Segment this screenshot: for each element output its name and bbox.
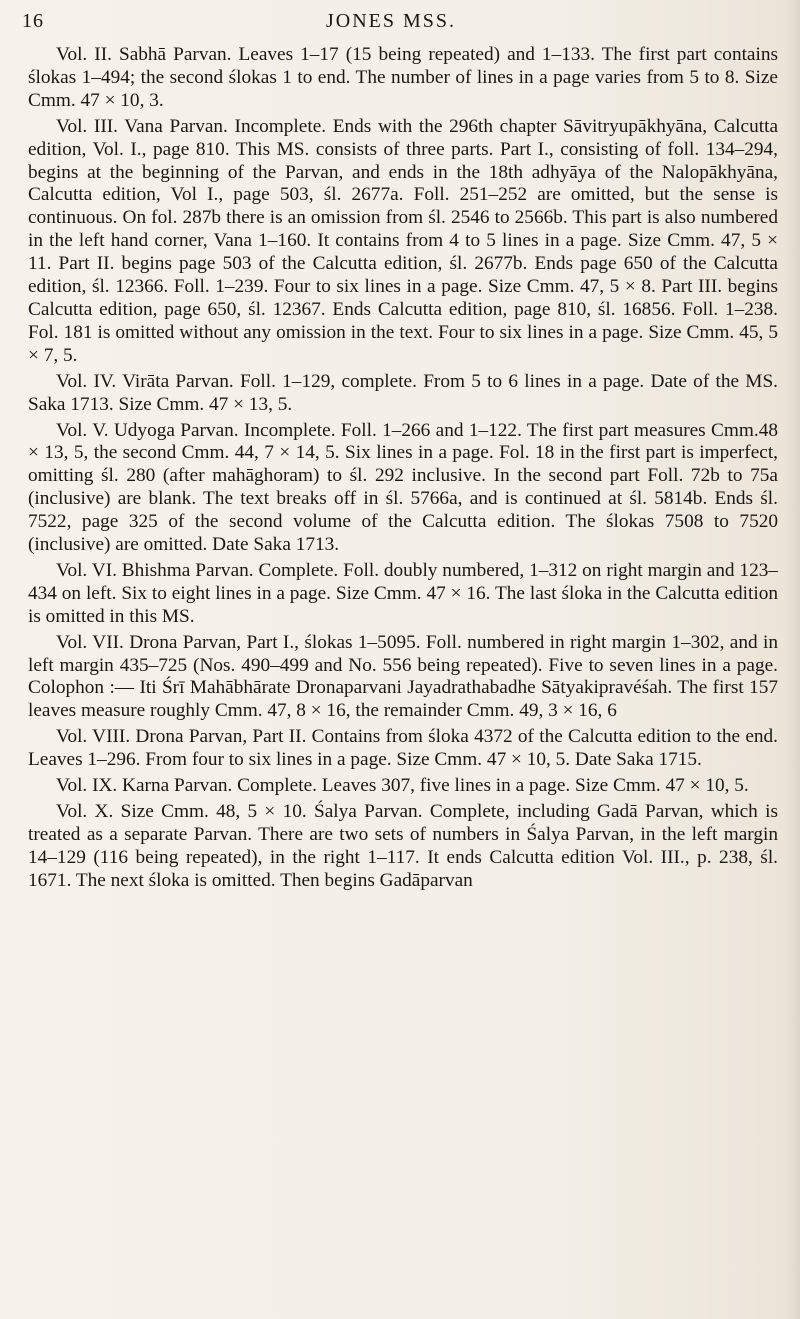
entry-vol-9: Vol. IX. Karna Parvan. Complete. Leaves 307, five lines in a page. Size Cmm. 47 × 10, 5. — [56, 775, 749, 797]
page-header — [22, 10, 760, 36]
entry-vol-3: Vol. III. Vana Parvan. Incomplete. Ends with the 296th chapter Sāvitryupākhyāna, Calcutta edition, Vol. I., page 810. This MS. consists of three parts. Part I., consisting of foll. 134–294, begins at the beginning of the Parvan, and ends in the 18th adhyāya of the Nalopākhyāna, Calcutta edition, Vol I., page 503, śl. 2677a. Foll. 251–252 are omitted, but the sense is continuous. On fol. 287b there is an omission from śl. 2546 to 2566b. This part is also numbered in the left hand corner, Vana 1–160. It contains from 4 to 5 lines in a page. Size Cmm. 47, 5 × 11. Part II. begins page 503 of the Calcutta edition, śl. 2677b. Ends page 650 of the Calcutta edition, śl. 12366. Foll. 1–239. Four to six lines in a page. Size Cmm. 47, 5 × 8. Part III. begins Calcutta edition, page 650, śl. 12367. Ends Calcutta edition, page 810, śl. 16856. Foll. 1–238. Fol. 181 is omitted without any omission in the text. Four to six lines in a page. Size Cmm. 45, 5 × 7, 5. — [28, 115, 778, 366]
entry-vol-10: Vol. X. Size Cmm. 48, 5 × 10. Śalya Parvan. Complete, including Gadā Parvan, which is treated as a separate Parvan. There are two sets of numbers in Śalya Parvan, in the left margin 14–129 (116 being repeated), in the right 1–117. It ends Calcutta edition Vol. III., p. 238, śl. 1671. The next śloka is omitted. Then begins Gadāparvan — [28, 801, 778, 891]
entry-vol-7: Vol. VII. Drona Parvan, Part I., ślokas 1–5095. Foll. numbered in right margin 1–302, and in left margin 435–725 (Nos. 490–499 and No. 556 being repeated). Five to seven lines in a page. Colophon :— Iti Śrī Mahābhārate Dronaparvani Jayadrathabadhe Sātyakipravéśah. The first 157 leaves measure roughly Cmm. 47, 8 × 16, the remainder Cmm. 49, 3 × 16, 6 — [28, 631, 778, 722]
entry-vol-2: Vol. II. Sabhā Parvan. Leaves 1–17 (15 being repeated) and 1–133. The first part contains ślokas 1–494; the second ślokas 1 to end. The number of lines in a page varies from 5 to 8. Size Cmm. 47 × 10, 3. — [28, 44, 778, 111]
entry-vol-8: Vol. VIII. Drona Parvan, Part II. Contains from śloka 4372 of the Calcutta edition to the end. Leaves 1–296. From four to six lines in a page. Size Cmm. 47 × 10, 5. Date Saka 1715. — [28, 726, 778, 771]
page-number: 16 — [22, 10, 44, 32]
entry-vol-6: Vol. VI. Bhishma Parvan. Complete. Foll. doubly numbered, 1–312 on right margin and 123–434 on left. Six to eight lines in a page. Size Cmm. 47 × 16. The last śloka in the Calcutta edition is omitted in this MS. — [28, 559, 778, 627]
body-text — [28, 44, 778, 896]
entry-vol-5: Vol. V. Udyoga Parvan. Incomplete. Foll. 1–266 and 1–122. The first part measures Cmm.48 × 13, 5, the second Cmm. 44, 7 × 14, 5. Six lines in a page. Fol. 18 in the first part is imperfect, omitting śl. 280 (after mahāghoram) to śl. 292 inclusive. In the second part Foll. 72b to 75a (inclusive) are blank. The text breaks off in śl. 5766a, and is continued at śl. 5814b. Ends śl. 7522, page 325 of the second volume of the Calcutta edition. The ślokas 7508 to 7520 (inclusive) are omitted. Date Saka 1713. — [28, 419, 778, 556]
page-edge-shadow — [786, 0, 800, 1319]
running-head: JONES MSS. — [325, 10, 457, 32]
entry-vol-4: Vol. IV. Virāta Parvan. Foll. 1–129, complete. From 5 to 6 lines in a page. Date of the MS. Saka 1713. Size Cmm. 47 × 13, 5. — [28, 370, 778, 415]
